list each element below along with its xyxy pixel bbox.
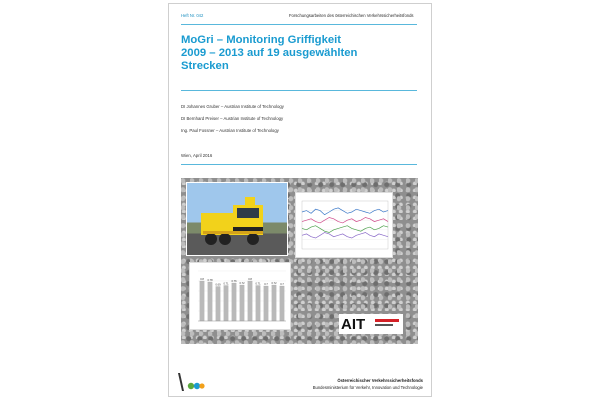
friction-bar-chart: [189, 262, 291, 330]
footer-line-1: Österreichischer Verkehrssicherheitsfonds: [337, 378, 423, 383]
line-chart-svg: [296, 193, 392, 257]
bar-label-2: 0.78: [207, 278, 213, 282]
cover-collage: [181, 178, 418, 344]
truck-icon: [187, 183, 287, 255]
bar-label-8: 0.71: [255, 282, 261, 286]
bar-label-1: 0.8: [200, 277, 204, 281]
ait-logo-text: AIT: [341, 316, 366, 333]
bar-chart-svg: [190, 263, 290, 329]
author-1: DI Johannes Gruber – Austrian Institute of Technology: [181, 104, 284, 109]
vsf-logo-icon: [175, 371, 205, 393]
friction-line-chart: [295, 192, 393, 258]
bar-label-9: 0.7: [264, 282, 268, 286]
title-rule: [181, 90, 417, 91]
document-cover: [168, 3, 432, 397]
bar-9: [264, 286, 268, 321]
bar-label-3: 0.69: [215, 283, 221, 287]
author-3: Ing. Paul Fossner – Austrian Institute of Technology: [181, 128, 279, 133]
bar-4: [224, 286, 228, 322]
line-series-1: [302, 208, 388, 215]
plot-area: [302, 201, 388, 249]
bar-3: [216, 287, 220, 322]
ministry-logo: [175, 371, 205, 393]
bar-11: [280, 286, 284, 321]
bar-6: [240, 285, 244, 321]
bar-label-6: 0.72: [239, 281, 245, 285]
title-line-2: 2009 – 2013 auf 19 ausgewählten: [181, 47, 358, 59]
bar-5: [232, 283, 236, 321]
series-title: Forschungsarbeiten des österreichischen Verkehrssicherheitsfonds: [289, 13, 414, 18]
title-line-1: MoGri – Monitoring Griffigkeit: [181, 34, 342, 46]
ait-logo-icon: [339, 314, 403, 334]
date-rule: [181, 164, 417, 165]
bar-label-4: 0.71: [223, 282, 229, 286]
bar-label-10: 0.72: [271, 281, 277, 285]
bar-7: [248, 281, 252, 321]
header: [181, 13, 419, 21]
title-line-3: Strecken: [181, 60, 229, 72]
bar-8: [256, 286, 260, 322]
bar-1: [200, 281, 204, 321]
line-series-3: [302, 226, 388, 233]
document-title: [181, 34, 421, 73]
header-rule: [181, 24, 417, 25]
line-series-4: [302, 233, 388, 239]
ait-logo: [339, 314, 403, 334]
bar-10: [272, 285, 276, 321]
truck-photo: [186, 182, 288, 256]
footer-line-2: Bundesministerium für Verkehr, Innovation und Technologie: [312, 385, 423, 390]
author-2: DI Bernhard Preiser – Austrian Institute of Technology: [181, 116, 284, 121]
bar-label-5: 0.76: [231, 279, 237, 283]
bar-label-11: 0.7: [280, 282, 284, 286]
bar-label-7: 0.8: [248, 277, 252, 281]
place-date: Wien, April 2016: [181, 153, 213, 158]
bar-2: [208, 282, 212, 321]
issue-number: Heft Nr. 042: [181, 13, 204, 18]
